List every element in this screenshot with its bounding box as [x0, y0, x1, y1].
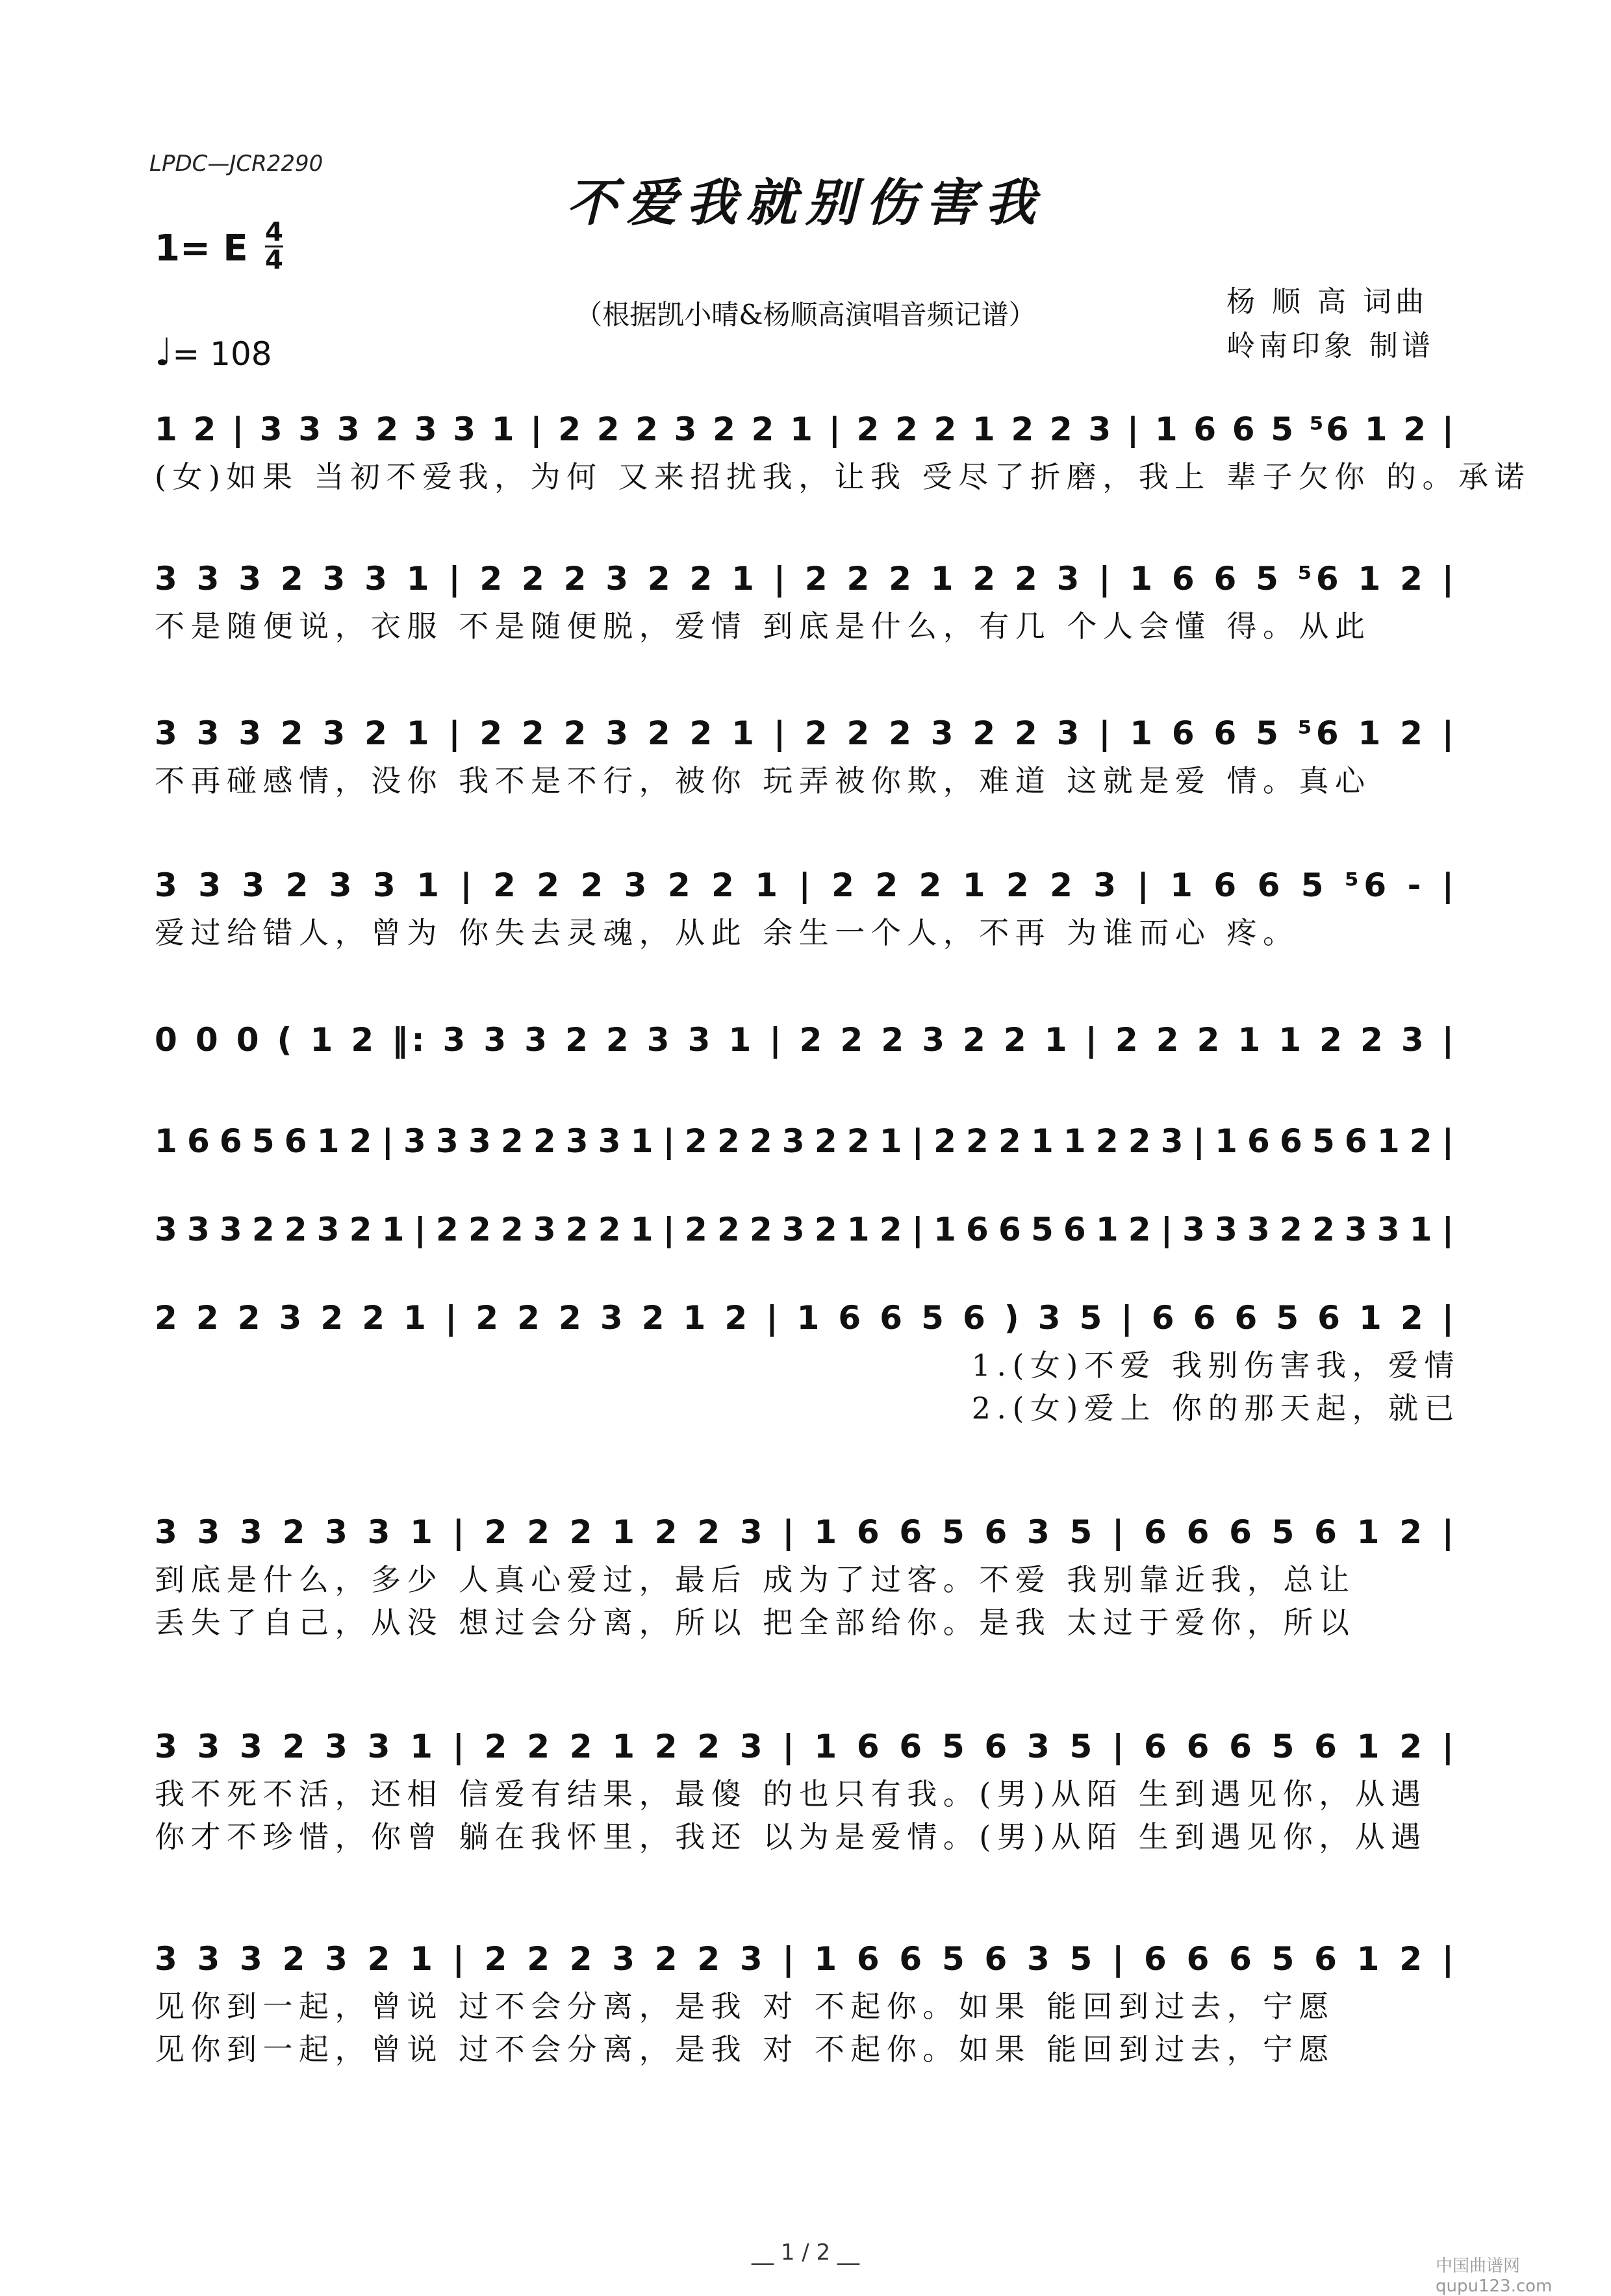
notation-line	[155, 1115, 1460, 1173]
lyric-line: 1.(女)不爱 我别伤害我，爱情	[971, 1348, 1460, 1383]
notation-svg	[155, 1013, 1460, 1072]
lyric-line: 丢失了自己，从没 想过会分离，所以 把全部给你。是我 太过于爱你，所以	[155, 1605, 1356, 1640]
lyric-line: 2.(女)爱上 你的那天起，就已	[971, 1391, 1460, 1426]
notation-svg	[155, 707, 1460, 765]
notation-line	[155, 707, 1460, 765]
notation-line	[155, 1720, 1460, 1778]
notation-text: 3 3 3 2 2 3 2 1 | 2 2 2 3 2 2 1 | 2 2 2 3 2 1 2 | 1 6 6 5 6 1 2 | 3 3 3 2 2 3 3 1 |	[155, 1211, 1454, 1248]
notation-text: 1 2 | 3 3 3 2 3 3 1 | 2 2 2 3 2 2 1 | 2 2 2 1 2 2 3 | 1 6 6 5 ⁵6 1 2 |	[155, 410, 1454, 448]
notation-svg	[155, 1720, 1460, 1778]
notation-line	[155, 1013, 1460, 1072]
subtitle: （根据凯小晴&杨顺高演唱音频记谱）	[575, 299, 1036, 331]
tempo-marking	[155, 330, 272, 374]
lyric-line: 见你到一起，曾说 过不会分离，是我 对 不起你。如果 能回到过去，宁愿	[155, 2032, 1335, 2067]
notation-line	[155, 1203, 1460, 1261]
quarter-note-icon: ♩	[155, 330, 173, 374]
notation-text: 2 2 2 3 2 2 1 | 2 2 2 3 2 1 2 | 1 6 6 5 6 ) 3 5 | 6 6 6 5 6 1 2 |	[155, 1299, 1454, 1337]
lyric-line: 爱过给错人，曾为 你失去灵魂，从此 余生一个人，不再 为谁而心 疼。	[155, 915, 1299, 950]
notation-svg	[155, 859, 1460, 917]
notation-text: 1 6 6 5 6 1 2 | 3 3 3 2 2 3 3 1 | 2 2 2 3 2 2 1 | 2 2 2 1 1 2 2 3 | 1 6 6 5 6 1 2 |	[155, 1122, 1454, 1160]
notation-text: 3 3 3 2 3 3 1 | 2 2 2 1 2 2 3 | 1 6 6 5 6 3 5 | 6 6 6 5 6 1 2 |	[155, 1728, 1454, 1765]
notation-line	[155, 552, 1460, 611]
watermark: 中国曲谱网 qupu123.com	[1436, 2256, 1553, 2296]
notation-text: 3 3 3 2 3 2 1 | 2 2 2 3 2 2 1 | 2 2 2 3 2 2 3 | 1 6 6 5 ⁵6 1 2 |	[155, 714, 1454, 752]
lyric-line: 到底是什么，多少 人真心爱过，最后 成为了过客。不爱 我别靠近我，总让	[155, 1562, 1356, 1597]
notation-text: 3 3 3 2 3 3 1 | 2 2 2 3 2 2 1 | 2 2 2 1 2 2 3 | 1 6 6 5 ⁵6 1 2 |	[155, 560, 1454, 598]
time-signature-top: 4	[265, 218, 283, 247]
notation-line	[155, 1932, 1460, 1991]
notation-text: 3 3 3 2 3 2 1 | 2 2 2 3 2 2 3 | 1 6 6 5 6 3 5 | 6 6 6 5 6 1 2 |	[155, 1940, 1454, 1978]
lyric-line: 我不死不活，还相 信爱有结果，最傻 的也只有我。(男)从陌 生到遇见你，从遇	[155, 1776, 1427, 1811]
notation-text: 3 3 3 2 3 3 1 | 2 2 2 3 2 2 1 | 2 2 2 1 2 2 3 | 1 6 6 5 ⁵6 - |	[155, 866, 1454, 904]
notation-text: 3 3 3 2 3 3 1 | 2 2 2 1 2 2 3 | 1 6 6 5 6 3 5 | 6 6 6 5 6 1 2 |	[155, 1513, 1454, 1551]
notation-line	[155, 403, 1460, 461]
lyric-line: 见你到一起，曾说 过不会分离，是我 对 不起你。如果 能回到过去，宁愿	[155, 1989, 1335, 2024]
notation-svg	[155, 1291, 1460, 1350]
key-signature: 1= E	[155, 227, 248, 270]
lyric-line: 不再碰感情，没你 我不是不行，被你 玩弄被你欺，难道 这就是爱 情。真心	[155, 763, 1371, 798]
notation-text: 0 0 0 ( 1 2 ‖: 3 3 3 2 2 3 3 1 | 2 2 2 3 2 2 1 | 2 2 2 1 1 2 2 3 |	[155, 1021, 1454, 1059]
time-signature-bottom: 4	[265, 246, 283, 275]
lyric-line: 你才不珍惜，你曾 躺在我怀里，我还 以为是爱情。(男)从陌 生到遇见你，从遇	[155, 1819, 1427, 1854]
notation-svg	[155, 1932, 1460, 1991]
tempo-value: = 108	[172, 335, 272, 373]
lyric-line: 不是随便说，衣服 不是随便脱，爱情 到底是什么，有几 个人会懂 得。从此	[155, 609, 1371, 644]
score-code: LPDC—JCR2290	[149, 151, 323, 177]
lyric-line: (女)如果 当初不爱我，为何 又来招扰我，让我 受尽了折磨，我上 辈子欠你 的。承诺	[155, 459, 1531, 494]
notation-line	[155, 1291, 1460, 1350]
notation-line	[155, 1506, 1460, 1564]
notation-svg	[155, 552, 1460, 611]
notation-svg	[155, 1115, 1460, 1173]
notation-svg	[155, 1506, 1460, 1564]
notation-line	[155, 859, 1460, 917]
notation-svg	[155, 1203, 1460, 1261]
credit-notation: 岭南印象 制谱	[1226, 329, 1434, 362]
credit-lyrics-music: 杨 顺 高 词曲	[1226, 285, 1428, 318]
notation-svg	[155, 403, 1460, 461]
time-signature	[265, 220, 283, 273]
page-number: __ 1 / 2 __	[752, 2239, 859, 2265]
song-title: 不爱我就别伤害我	[566, 173, 1045, 233]
